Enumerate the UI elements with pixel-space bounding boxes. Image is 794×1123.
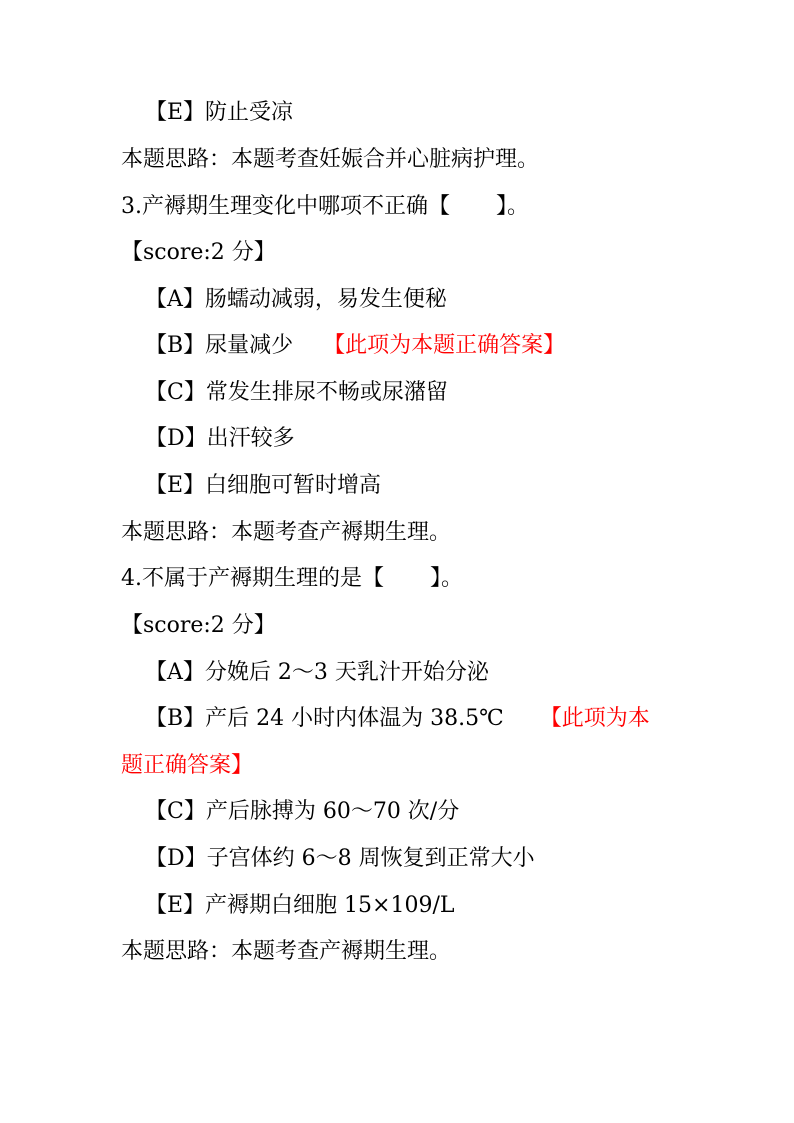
q3-stem (121, 192, 529, 222)
q3-correct-answer-mark: 【此项为本题正确答案】 (323, 333, 566, 358)
q4-rationale: 本题思路：本题考查产褥期生理。 (121, 939, 452, 964)
q4-option-e: 【E】产褥期白细胞 15×109/L (145, 893, 455, 918)
q2-option-e: 【E】防止受凉 (145, 100, 294, 125)
q4-option-b (145, 704, 650, 734)
q3-option-b (145, 331, 565, 361)
q4-score: 【score:2 分】 (121, 613, 276, 638)
q3-option-c: 【C】常发生排尿不畅或尿潴留 (145, 380, 448, 405)
q3-option-d: 【D】出汗较多 (145, 426, 295, 451)
q4-option-d: 【D】子宫体约 6～8 周恢复到正常大小 (145, 846, 535, 871)
q4-correct-answer-mark-part2: 题正确答案】 (121, 753, 254, 778)
q3-stem-prefix: 3.产褥期生理变化中哪项不正确【 (121, 194, 450, 219)
q4-stem-suffix: 】。 (430, 566, 464, 591)
q3-rationale: 本题思路：本题考查产褥期生理。 (121, 520, 452, 545)
q4-option-c: 【C】产后脉搏为 60～70 次/分 (145, 799, 460, 824)
q4-option-a: 【A】分娩后 2～3 天乳汁开始分泌 (145, 660, 489, 685)
q4-stem (121, 564, 463, 594)
q4-correct-answer-mark-part1: 【此项为本 (539, 706, 650, 731)
q4-stem-prefix: 4.不属于产褥期生理的是【 (121, 566, 384, 591)
q3-stem-suffix: 】。 (496, 194, 530, 219)
q3-option-a: 【A】肠蠕动减弱，易发生便秘 (145, 287, 447, 312)
q3-score: 【score:2 分】 (121, 240, 276, 265)
q3-option-e: 【E】白细胞可暂时增高 (145, 473, 382, 498)
q2-rationale: 本题思路：本题考查妊娠合并心脏病护理。 (121, 147, 540, 172)
q4-option-b-text: 【B】产后 24 小时内体温为 38.5℃ (145, 706, 504, 731)
q3-option-b-text: 【B】尿量减少 (145, 333, 294, 358)
